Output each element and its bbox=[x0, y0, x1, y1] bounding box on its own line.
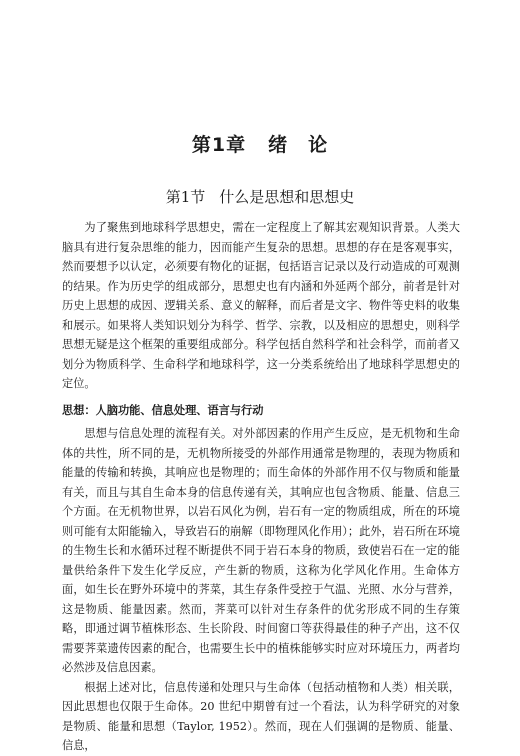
chapter-name: 绪 论 bbox=[268, 134, 329, 156]
chapter-title bbox=[0, 130, 520, 157]
paragraph-intro: 为了聚焦到地球科学思想史，需在一定程度上了解其宏观知识背景。人类大脑具有进行复杂思维的能力，因而能产生复杂的思想。思想的存在是客观事实，然而要想予以认定，必须要有物化的证据，包括语言记录以及行动造成的可观测的结果。作为历史学的组成部分，思想史也有内涵和外延两个部分，前者是针对历史上思想的成因、逻辑关系、意义的解释，而后者是文字、物件等史料的收集和展示。如果将人类知识划分为科学、哲学、宗教，以及相应的思想史，则科学思想无疑是这个框架的重要组成部分。科学包括自然科学和社会科学，而前者又划分为物质科学、生命科学和地球科学，这一分类系统给出了地球科学思想史的定位。 bbox=[62, 221, 460, 390]
subheading: 思想：人脑功能、信息处理、语言与行动 bbox=[62, 403, 264, 417]
section-name: 什么是思想和思想史 bbox=[219, 188, 355, 206]
section-number: 第1节 bbox=[165, 188, 206, 206]
paragraph-comparison: 根据上述对比，信息传递和处理只与生命体（包括动植物和人类）相关联，因此思想也仅限于生命体。20 世纪中期曾有过一个看法，认为科学研究的对象是物质、能量和思想（Taylor, 1952）。然而，现在人们强调的是物质、能量、信息， bbox=[62, 680, 460, 752]
body-text bbox=[62, 218, 460, 756]
paragraph-info-processing: 思想与信息处理的流程有关。对外部因素的作用产生反应，是无机物和生命体的共性，所不同的是，无机物所接受的外部作用通常是物理的，表现为物质和能量的传输和转换，其响应也是物理的；而生命体的外部作用不仅与物质和能量有关，而且与其自生命本身的信息传递有关，其响应也包含物质、能量、信息三个方面。在无机物世界，以岩石风化为例，岩石有一定的物质组成，所在的环境则可能有太阳能输入，导致岩石的崩解（即物理风化作用）；此外，岩石所在环境的生物生长和水循环过程不断提供不同于岩石本身的物质，致使岩石在一定的能量供给条件下发生化学反应，产生新的物质，这称为化学风化作用。生命体方面，如生长在野外环境中的荠菜，其生存条件受控于气温、光照、水分与营养，这是物质、能量因素。然而，荠菜可以针对生存条件的优劣形成不同的生存策略，即通过调节植株形态、生长阶段、时间窗口等获得最佳的种子产出，这不仅需要荠菜遗传因素的配合，也需要生长中的植株能够实时应对环境压力，两者均必然涉及信息因素。 bbox=[62, 427, 460, 674]
section-title bbox=[0, 186, 520, 207]
chapter-number: 第1章 bbox=[191, 134, 247, 156]
